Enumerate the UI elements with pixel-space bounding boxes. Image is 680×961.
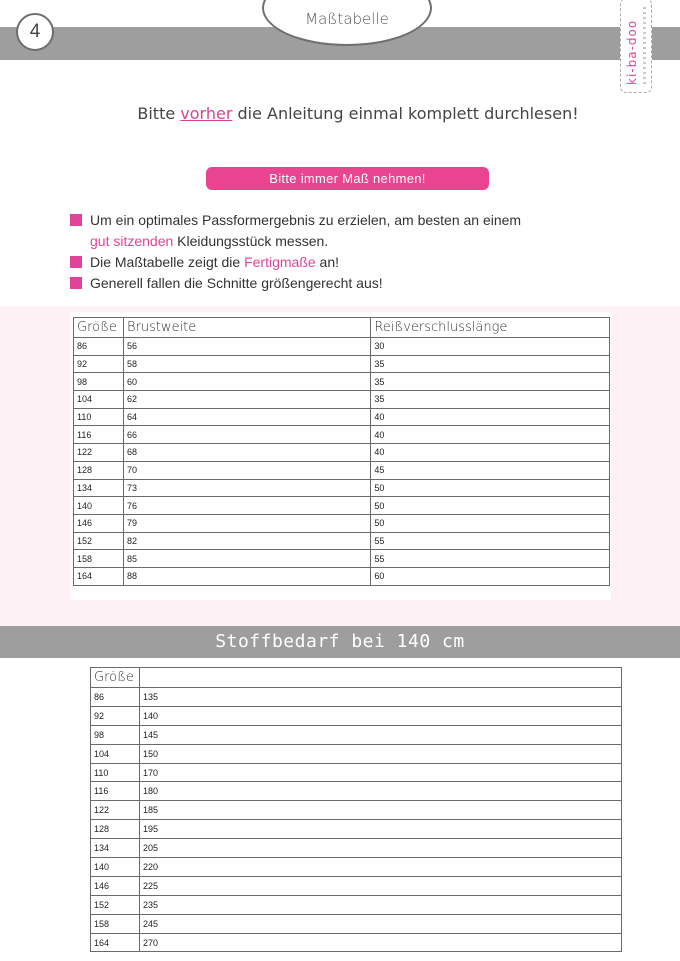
table-row [91, 895, 622, 914]
instruction-before: Bitte [137, 104, 181, 123]
size-cell: 164 [91, 933, 140, 952]
size-table [73, 317, 610, 586]
column-header-fabric [139, 668, 621, 688]
table-row [91, 914, 622, 933]
hint-text-rest: Kleidungsstück messen. [173, 233, 329, 249]
chest-cell: 66 [123, 426, 370, 444]
logo-text: ki-ba-doo [625, 19, 639, 85]
bullet-square-icon [70, 277, 82, 289]
zipper-cell: 50 [371, 514, 610, 532]
table-row [91, 801, 622, 820]
table-row [91, 820, 622, 839]
size-cell: 158 [91, 914, 140, 933]
size-cell: 164 [74, 567, 124, 585]
zipper-cell: 35 [371, 373, 610, 391]
fabric-cell: 245 [139, 914, 621, 933]
table-row [74, 373, 610, 391]
size-cell: 86 [91, 688, 140, 707]
size-cell: 116 [74, 426, 124, 444]
fabric-cell: 140 [139, 706, 621, 725]
zipper-cell: 55 [371, 532, 610, 550]
measure-banner: Bitte immer Maß nehmen! [206, 167, 489, 190]
bullet-square-icon [70, 256, 82, 268]
table-row [91, 688, 622, 707]
table-row [74, 497, 610, 515]
size-cell: 116 [91, 782, 140, 801]
zipper-cell: 50 [371, 479, 610, 497]
table-row [74, 514, 610, 532]
zipper-cell: 45 [371, 461, 610, 479]
size-cell: 158 [74, 550, 124, 568]
chest-cell: 85 [123, 550, 370, 568]
table-row [74, 532, 610, 550]
table-row [74, 408, 610, 426]
fabric-cell: 195 [139, 820, 621, 839]
size-cell: 122 [74, 444, 124, 462]
hint-item [70, 273, 521, 294]
size-cell: 128 [74, 461, 124, 479]
column-header-size: Größe [91, 668, 140, 688]
fabric-cell: 145 [139, 725, 621, 744]
table-row [74, 426, 610, 444]
fabric-cell: 185 [139, 801, 621, 820]
size-cell: 140 [74, 497, 124, 515]
chest-cell: 79 [123, 514, 370, 532]
instruction-highlight: vorher [180, 104, 233, 123]
brand-logo [620, 0, 652, 93]
table-header-row [74, 318, 610, 338]
fabric-cell: 135 [139, 688, 621, 707]
table-header-row [91, 668, 622, 688]
size-cell: 110 [91, 763, 140, 782]
size-cell: 134 [74, 479, 124, 497]
page-number: 4 [16, 13, 54, 51]
fabric-cell: 270 [139, 933, 621, 952]
size-cell: 104 [91, 744, 140, 763]
table-row [74, 355, 610, 373]
zipper-cell: 35 [371, 391, 610, 409]
hint-text-rest: an! [315, 254, 340, 270]
zipper-cell: 60 [371, 567, 610, 585]
table-row [74, 338, 610, 356]
hint-text: Die Maßtabelle zeigt die [90, 254, 245, 270]
fabric-table [90, 667, 622, 952]
table-row [74, 461, 610, 479]
column-header-zipper: Reißverschlusslänge [371, 318, 610, 338]
page-title: Maßtabelle [305, 10, 389, 28]
fabric-cell: 170 [139, 763, 621, 782]
column-header-chest: Brustweite [123, 318, 370, 338]
hint-list [70, 210, 521, 294]
size-cell: 146 [74, 514, 124, 532]
table-row [91, 706, 622, 725]
table-row [91, 858, 622, 877]
zipper-cell: 40 [371, 444, 610, 462]
hint-text: Generell fallen die Schnitte größengerecht aus! [90, 275, 383, 291]
table-row [91, 839, 622, 858]
table-row [91, 725, 622, 744]
hint-text: Um ein optimales Passformergebnis zu erzielen, am besten an einem [90, 212, 522, 228]
bullet-square-icon [70, 214, 82, 226]
table-row [74, 391, 610, 409]
fabric-cell: 225 [139, 876, 621, 895]
chest-cell: 62 [123, 391, 370, 409]
size-cell: 104 [74, 391, 124, 409]
table-row [91, 933, 622, 952]
size-cell: 98 [74, 373, 124, 391]
chest-cell: 68 [123, 444, 370, 462]
table-row [91, 876, 622, 895]
fabric-cell: 235 [139, 895, 621, 914]
size-cell: 134 [91, 839, 140, 858]
fabric-cell: 180 [139, 782, 621, 801]
chest-cell: 60 [123, 373, 370, 391]
size-cell: 92 [74, 355, 124, 373]
instruction-after: die Anleitung einmal komplett durchlesen! [232, 104, 579, 123]
size-cell: 92 [91, 706, 140, 725]
zipper-cell: 40 [371, 426, 610, 444]
size-cell: 146 [91, 876, 140, 895]
size-cell: 128 [91, 820, 140, 839]
chest-cell: 64 [123, 408, 370, 426]
fabric-cell: 150 [139, 744, 621, 763]
hint-highlight: gut sitzenden [90, 233, 174, 249]
zipper-cell: 40 [371, 408, 610, 426]
zipper-cell: 50 [371, 497, 610, 515]
instruction-text [0, 104, 680, 123]
chest-cell: 88 [123, 567, 370, 585]
fabric-cell: 220 [139, 858, 621, 877]
table-row [91, 763, 622, 782]
chest-cell: 56 [123, 338, 370, 356]
fabric-cell: 205 [139, 839, 621, 858]
hint-item [70, 252, 521, 273]
table-row [91, 782, 622, 801]
chest-cell: 70 [123, 461, 370, 479]
size-cell: 98 [91, 725, 140, 744]
chest-cell: 76 [123, 497, 370, 515]
table-row [74, 444, 610, 462]
chest-cell: 73 [123, 479, 370, 497]
column-header-size: Größe [74, 318, 124, 338]
table-row [74, 479, 610, 497]
size-cell: 110 [74, 408, 124, 426]
zipper-cell: 35 [371, 355, 610, 373]
hint-item [70, 210, 521, 252]
table-row [91, 744, 622, 763]
table-row [74, 550, 610, 568]
fabric-section-title: Stoffbedarf bei 140 cm [0, 626, 680, 658]
size-cell: 152 [91, 895, 140, 914]
logo-dots [643, 7, 646, 85]
table-row [74, 567, 610, 585]
size-cell: 152 [74, 532, 124, 550]
chest-cell: 58 [123, 355, 370, 373]
zipper-cell: 30 [371, 338, 610, 356]
zipper-cell: 55 [371, 550, 610, 568]
size-cell: 122 [91, 801, 140, 820]
hint-highlight: Fertigmaße [244, 254, 316, 270]
size-cell: 140 [91, 858, 140, 877]
size-cell: 86 [74, 338, 124, 356]
chest-cell: 82 [123, 532, 370, 550]
